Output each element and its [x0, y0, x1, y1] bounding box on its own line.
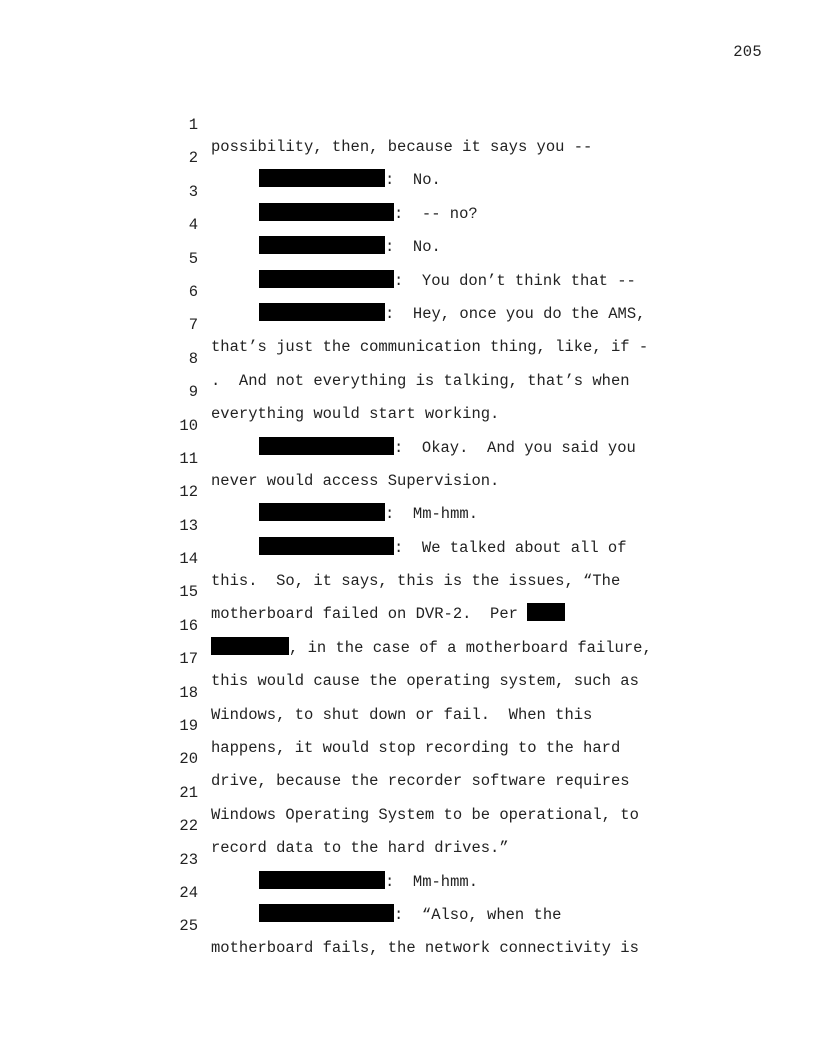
line-text: . And not everything is talking, that’s when	[211, 371, 630, 390]
line-number: 23	[179, 850, 198, 869]
transcript-line	[170, 292, 690, 357]
line-number: 21	[179, 783, 198, 802]
line-number: 6	[188, 282, 198, 301]
transcript-line	[170, 192, 690, 257]
line-text: : Okay. And you said you	[394, 438, 636, 457]
transcript-line	[170, 793, 690, 858]
line-number: 10	[179, 416, 198, 435]
line-number: 2	[188, 149, 198, 168]
line-number: 18	[179, 683, 198, 702]
line-number: 19	[179, 717, 198, 736]
line-number: 15	[179, 583, 198, 602]
line-text: drive, because the recorder software requires	[211, 772, 630, 791]
line-text: , in the case of a motherboard failure,	[289, 638, 652, 657]
line-text: this. So, it says, this is the issues, “The	[211, 572, 621, 591]
transcript-line	[170, 226, 690, 290]
line-number: 7	[188, 316, 198, 335]
line-text: never would access Supervision.	[211, 471, 500, 490]
transcript-line	[170, 159, 690, 223]
line-text: : You don’t think that --	[394, 271, 636, 290]
transcript-line	[170, 493, 690, 557]
line-number: 12	[179, 483, 198, 502]
line-text: : No.	[385, 238, 441, 257]
line-text: possibility, then, because it says you --	[211, 138, 593, 156]
transcript-line	[170, 326, 690, 390]
transcript-line	[170, 426, 690, 490]
transcript-line	[170, 626, 690, 691]
line-number: 16	[179, 616, 198, 635]
transcript-line	[170, 760, 690, 824]
transcript-line	[170, 660, 690, 724]
line-number: 3	[188, 182, 198, 201]
transcript-line	[170, 559, 690, 624]
line-text: happens, it would stop recording to the hard	[211, 739, 621, 758]
line-text: : No.	[385, 171, 441, 190]
line-text: : -- no?	[394, 204, 478, 223]
line-number: 14	[179, 550, 198, 569]
line-number: 20	[179, 750, 198, 769]
transcript-line	[170, 92, 690, 156]
line-number: 8	[188, 349, 198, 368]
transcript-line	[170, 827, 690, 891]
line-text: Windows Operating System to be operational, to	[211, 805, 639, 824]
transcript-line	[170, 259, 690, 323]
line-number: 4	[188, 216, 198, 235]
line-text: motherboard fails, the network connectivity is	[211, 939, 639, 958]
transcript-line	[170, 393, 690, 457]
line-text: everything would start working.	[211, 405, 500, 424]
line-text: : “Also, when the	[394, 905, 562, 924]
line-text: record data to the hard drives.”	[211, 839, 509, 858]
line-number: 22	[179, 817, 198, 836]
transcript-body	[170, 92, 690, 958]
transcript-line	[170, 125, 690, 190]
line-number: 11	[179, 449, 198, 468]
transcript-line	[170, 726, 690, 791]
line-number: 1	[188, 116, 198, 134]
transcript-line	[170, 526, 690, 591]
line-number: 13	[179, 516, 198, 535]
page-number: 205	[733, 43, 762, 61]
line-number: 5	[188, 249, 198, 268]
line-text: : Hey, once you do the AMS,	[385, 304, 646, 323]
line-number: 9	[188, 383, 198, 402]
transcript-line	[170, 893, 690, 958]
line-text: : Mm-hmm.	[385, 872, 479, 891]
transcript-line	[170, 459, 690, 524]
line-text: that’s just the communication thing, like, if -	[211, 338, 649, 357]
line-number: 25	[179, 917, 198, 936]
line-text: Windows, to shut down or fail. When this	[211, 705, 593, 724]
transcript-line	[170, 693, 690, 758]
transcript-line	[170, 860, 690, 924]
line-text: motherboard failed on DVR-2. Per	[211, 605, 518, 624]
line-number: 24	[179, 883, 198, 902]
line-text: : We talked about all of	[394, 538, 627, 557]
line-text: : Mm-hmm.	[385, 505, 479, 524]
transcript-line	[170, 359, 690, 424]
line-text: this would cause the operating system, such as	[211, 672, 639, 691]
line-number: 17	[179, 650, 198, 669]
transcript-line	[170, 593, 690, 657]
